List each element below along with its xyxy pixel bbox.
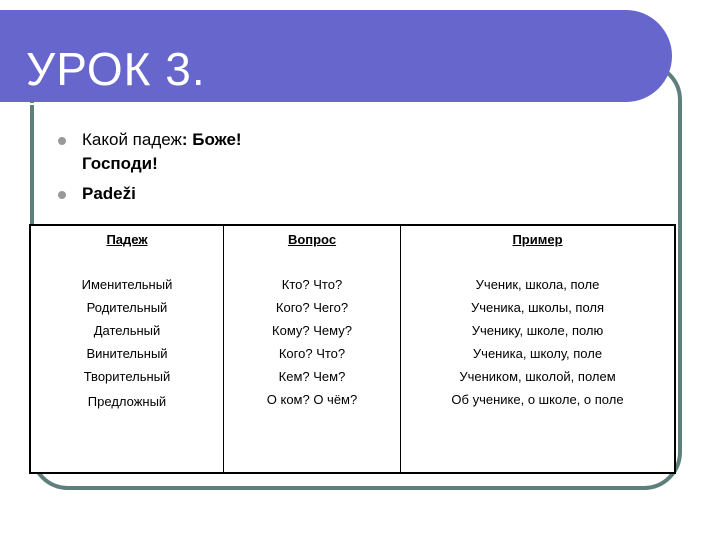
table-cell: Ученика, школы, поля — [470, 300, 605, 315]
bullet-dot-icon — [58, 137, 66, 145]
table-cell: Предложный — [87, 394, 167, 409]
table-cell: Ученику, школе, полю — [471, 323, 604, 338]
column-header-question: Вопрос — [287, 232, 337, 247]
table-cell: Ученика, школу, поле — [472, 346, 603, 361]
bullet-item-2 — [56, 182, 312, 206]
table-cell: Творительный — [83, 369, 171, 384]
table-cell: Кому? Чему? — [272, 323, 352, 338]
table-cell: О ком? О чём? — [266, 392, 358, 407]
bullet-1-text: Какой падеж — [82, 130, 182, 149]
bullet-2-text: Padeži — [82, 184, 136, 203]
bullet-1-emphasis: : Боже! Господи! — [82, 130, 242, 173]
slide-title: УРОК 3. — [26, 43, 206, 95]
table-cell: Ученик, школа, поле — [475, 277, 600, 292]
column-header-case: Падеж — [106, 232, 148, 247]
table-cell: Винительный — [86, 346, 168, 361]
title-underline — [22, 103, 638, 105]
table-cell: Родительный — [86, 300, 168, 315]
table-cell: Об ученике, о школе, о поле — [451, 392, 624, 407]
column-header-example: Пример — [512, 232, 563, 247]
table-cell: Кто? Что? — [281, 277, 343, 292]
title-bar — [0, 10, 672, 102]
table-cell: Дательный — [93, 323, 161, 338]
bullet-list — [56, 128, 312, 212]
bullet-dot-icon — [58, 191, 66, 199]
table-cell: Кого? Что? — [278, 346, 346, 361]
case-table — [29, 224, 676, 474]
bullet-item-1 — [56, 128, 312, 176]
table-cell: Именительный — [81, 277, 173, 292]
table-cell: Учеником, школой, полем — [459, 369, 616, 384]
table-cell: Кем? Чем? — [278, 369, 346, 384]
table-cell: Кого? Чего? — [275, 300, 349, 315]
